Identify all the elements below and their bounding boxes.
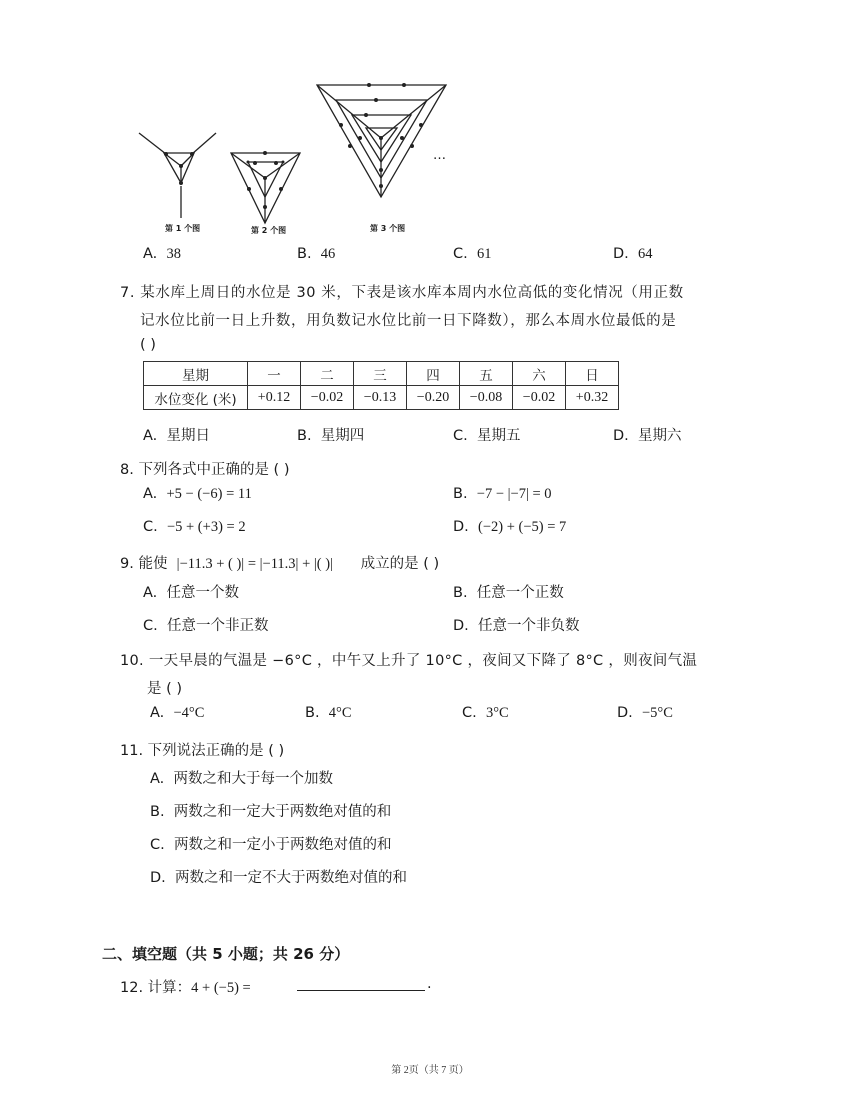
q11-option-c — [150, 833, 391, 854]
option-text: (−2) + (−5) = 7 — [478, 519, 567, 535]
q8-option-a — [143, 486, 252, 503]
q8-option-b — [453, 486, 552, 503]
option-letter: C. — [143, 618, 158, 634]
option-letter: A. — [143, 246, 158, 262]
q6-figure-3 — [314, 80, 449, 200]
q9-option-b — [453, 581, 564, 602]
q11-stem: 11. 下列说法正确的是 ( ) — [120, 743, 285, 759]
option-text: 两数之和一定不大于两数绝对值的和 — [175, 870, 407, 886]
q7-option-b — [297, 424, 364, 445]
option-letter: C. — [143, 519, 158, 535]
q9-option-a — [143, 581, 239, 602]
option-text: 46 — [320, 246, 336, 262]
option-text: −5 + (+3) = 2 — [166, 519, 246, 535]
table-cell: 二 — [301, 362, 354, 386]
q6-figure-2 — [228, 145, 303, 230]
option-letter: A. — [143, 486, 158, 502]
q7-stem-line-3: ( ) — [140, 337, 156, 353]
q10-option-c — [462, 705, 509, 722]
q9-option-c — [143, 614, 268, 635]
q6-figure-1-label: 第 1 个图 — [165, 224, 201, 233]
q10-stem-line-2: 是 ( ) — [147, 681, 183, 697]
option-letter: B. — [297, 246, 312, 262]
q7-stem-line-2: 记水位比前一日上升数，用负数记水位比前一日下降数），那么本周水位最低的是 — [140, 313, 677, 329]
option-letter: D. — [453, 618, 469, 634]
table-cell: 四 — [407, 362, 460, 386]
q10-option-d — [617, 705, 673, 722]
option-letter: B. — [297, 428, 312, 444]
q9-expression: |−11.3 + ( )| = |−11.3| + |( )| — [176, 556, 333, 572]
option-text: −4°C — [173, 705, 205, 721]
table-cell: −0.20 — [407, 386, 460, 410]
option-text: −5°C — [642, 705, 673, 721]
option-letter: C. — [453, 428, 468, 444]
option-text: 星期六 — [638, 428, 682, 444]
option-text: 星期五 — [476, 428, 521, 444]
option-text: 任意一个非正数 — [166, 618, 269, 634]
option-text: −7 − |−7| = 0 — [476, 486, 552, 502]
q9-stem-suffix: 成立的是 ( ) — [360, 556, 440, 572]
option-letter: D. — [150, 870, 166, 886]
q8-option-d — [453, 519, 566, 536]
q8-option-c — [143, 519, 246, 536]
table-cell: 水位变化 (米) — [144, 386, 248, 410]
table-cell: −0.02 — [301, 386, 354, 410]
table-cell: 一 — [248, 362, 301, 386]
option-letter: B. — [305, 705, 320, 721]
option-text: 任意一个数 — [166, 585, 239, 601]
table-cell: −0.02 — [513, 386, 566, 410]
table-cell: 三 — [354, 362, 407, 386]
q7-stem-line-1: 7. 某水库上周日的水位是 30 米，下表是该水库本周内水位高低的变化情况（用正数 — [120, 285, 684, 301]
q10-option-a — [150, 705, 204, 722]
option-text: 任意一个正数 — [476, 585, 564, 601]
option-letter: C. — [453, 246, 468, 262]
q8-stem: 8. 下列各式中正确的是 ( ) — [120, 462, 290, 478]
q11-option-d — [150, 866, 407, 887]
q6-figure-2-label: 第 2 个图 — [251, 226, 287, 235]
table-cell: 星期 — [144, 362, 248, 386]
q7-option-a — [143, 424, 210, 445]
q9-stem — [120, 552, 439, 573]
table-header-row — [144, 362, 619, 386]
section-2-title: 二、填空题（共 5 小题；共 26 分） — [102, 945, 350, 963]
page-footer: 第 2页（共 7 页） — [391, 1065, 469, 1076]
table-cell: 五 — [460, 362, 513, 386]
option-letter: C. — [462, 705, 477, 721]
table-cell: 六 — [513, 362, 566, 386]
q7-option-c — [453, 424, 520, 445]
option-text: 两数之和大于每一个加数 — [173, 771, 333, 787]
q11-option-b — [150, 800, 391, 821]
option-text: +5 − (−6) = 11 — [166, 486, 252, 502]
table-cell: −0.13 — [354, 386, 407, 410]
option-text: 星期四 — [320, 428, 365, 444]
q10-option-b — [305, 705, 352, 722]
q6-figure-3-label: 第 3 个图 — [370, 224, 406, 233]
option-letter: D. — [617, 705, 633, 721]
q9-option-d — [453, 614, 580, 635]
table-cell: +0.12 — [248, 386, 301, 410]
table-cell: +0.32 — [566, 386, 619, 410]
water-level-table — [143, 361, 619, 410]
option-letter: D. — [613, 428, 629, 444]
option-text: 64 — [638, 246, 653, 262]
q12-prefix: 12. 计算： — [120, 980, 192, 996]
option-letter: A. — [150, 771, 165, 787]
option-letter: A. — [143, 428, 158, 444]
option-text: 4°C — [328, 705, 352, 721]
q6-option-d — [613, 246, 653, 263]
q9-stem-prefix: 9. 能使 — [120, 556, 168, 572]
option-letter: B. — [453, 585, 468, 601]
q6-option-c — [453, 246, 491, 263]
option-text: 星期日 — [166, 428, 210, 444]
option-letter: A. — [143, 585, 158, 601]
q6-option-b — [297, 246, 335, 263]
q12-answer-blank[interactable] — [297, 990, 425, 991]
option-text: 任意一个非负数 — [478, 618, 580, 634]
option-letter: B. — [453, 486, 468, 502]
q7-option-d — [613, 424, 682, 445]
q6-ellipsis: … — [433, 148, 446, 163]
option-text: 3°C — [485, 705, 509, 721]
q12-expression: 4 + (−5) = — [191, 980, 251, 996]
q11-option-a — [150, 767, 333, 788]
table-cell: −0.08 — [460, 386, 513, 410]
q12-stem — [120, 976, 251, 997]
q6-figure-1 — [136, 128, 221, 223]
option-text: 38 — [166, 246, 181, 262]
table-row — [144, 386, 619, 410]
option-text: 两数之和一定大于两数绝对值的和 — [173, 804, 392, 820]
option-letter: A. — [150, 705, 165, 721]
q12-suffix: . — [427, 976, 432, 992]
q6-option-a — [143, 246, 181, 263]
option-text: 两数之和一定小于两数绝对值的和 — [173, 837, 392, 853]
option-letter: C. — [150, 837, 165, 853]
q10-stem-line-1: 10. 一天早晨的气温是 −6°C ，中午又上升了 10°C ，夜间又下降了 8°C ，则夜间气温 — [120, 653, 698, 669]
table-cell: 日 — [566, 362, 619, 386]
option-letter: D. — [453, 519, 469, 535]
option-text: 61 — [476, 246, 492, 262]
option-letter: B. — [150, 804, 165, 820]
option-letter: D. — [613, 246, 629, 262]
